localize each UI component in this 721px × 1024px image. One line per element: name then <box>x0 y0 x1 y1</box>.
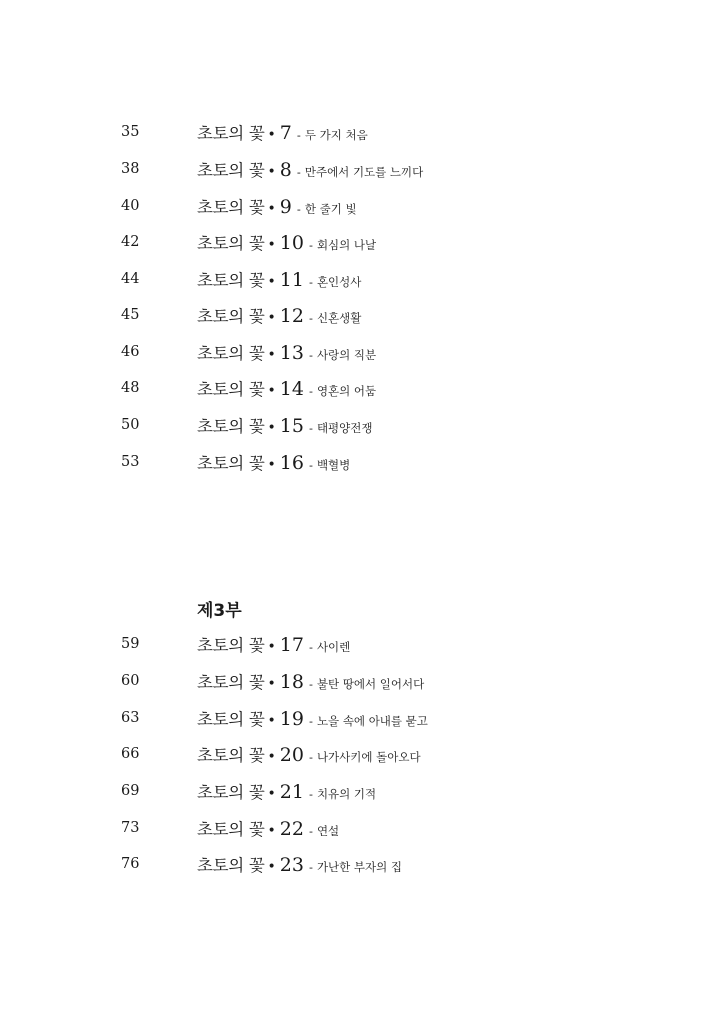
page-number: 42 <box>121 234 140 250</box>
chapter-title: 두 가지 처음 <box>304 128 368 142</box>
page-number: 53 <box>121 454 140 470</box>
toc-entry[interactable] <box>0 303 721 333</box>
chapter-number: 22 <box>279 818 304 840</box>
toc-entry[interactable] <box>0 450 721 480</box>
entry-heading <box>197 230 376 254</box>
page-number: 66 <box>121 746 140 762</box>
page-number: 45 <box>121 307 140 323</box>
chapter-title: 신혼생활 <box>316 311 362 325</box>
bullet: • <box>267 749 276 765</box>
page-number: 35 <box>121 124 140 140</box>
entry-heading <box>197 669 424 693</box>
separator: - <box>308 751 313 764</box>
series-title: 초토의 꽃 <box>197 161 265 180</box>
chapter-number: 11 <box>279 269 304 291</box>
series-title: 초토의 꽃 <box>197 636 265 655</box>
entry-heading <box>197 267 361 291</box>
chapter-number: 9 <box>279 196 292 218</box>
chapter-title: 영혼의 어둠 <box>316 384 377 398</box>
entry-heading <box>197 157 423 181</box>
separator: - <box>308 861 313 874</box>
page-number: 76 <box>121 856 140 872</box>
bullet: • <box>267 786 276 802</box>
series-title: 초토의 꽃 <box>197 820 265 839</box>
chapter-title: 사이렌 <box>316 640 351 654</box>
entry-heading <box>197 632 350 656</box>
entry-heading <box>197 413 373 437</box>
series-title: 초토의 꽃 <box>197 124 265 143</box>
chapter-number: 21 <box>279 781 304 803</box>
toc-entry[interactable] <box>0 632 721 662</box>
chapter-number: 19 <box>279 708 304 730</box>
page-number: 73 <box>121 820 140 836</box>
separator: - <box>308 788 313 801</box>
separator: - <box>308 422 313 435</box>
separator: - <box>308 715 313 728</box>
entry-heading <box>197 852 402 876</box>
separator: - <box>308 239 313 252</box>
separator: - <box>308 825 313 838</box>
bullet: • <box>267 237 276 253</box>
bullet: • <box>267 310 276 326</box>
page-number: 44 <box>121 271 140 287</box>
separator: - <box>308 459 313 472</box>
chapter-title: 노을 속에 아내를 묻고 <box>316 714 428 728</box>
page-number: 46 <box>121 344 140 360</box>
page-number: 50 <box>121 417 140 433</box>
separator: - <box>308 312 313 325</box>
series-title: 초토의 꽃 <box>197 380 265 399</box>
toc-entry[interactable] <box>0 267 721 297</box>
bullet: • <box>267 713 276 729</box>
entry-heading <box>197 450 350 474</box>
separator: - <box>308 276 313 289</box>
chapter-number: 10 <box>279 232 304 254</box>
separator: - <box>296 166 301 179</box>
separator: - <box>296 203 301 216</box>
page-number: 63 <box>121 710 140 726</box>
toc-entry[interactable] <box>0 413 721 443</box>
page-number: 69 <box>121 783 140 799</box>
toc-entry[interactable] <box>0 706 721 736</box>
series-title: 초토의 꽃 <box>197 856 265 875</box>
separator: - <box>308 349 313 362</box>
toc-entry[interactable] <box>0 779 721 809</box>
toc-entry[interactable] <box>0 340 721 370</box>
chapter-number: 7 <box>279 122 292 144</box>
series-title: 초토의 꽃 <box>197 234 265 253</box>
series-title: 초토의 꽃 <box>197 417 265 436</box>
series-title: 초토의 꽃 <box>197 307 265 326</box>
bullet: • <box>267 823 276 839</box>
bullet: • <box>267 420 276 436</box>
entry-heading <box>197 742 421 766</box>
bullet: • <box>267 457 276 473</box>
page-number: 38 <box>121 161 140 177</box>
toc-entry[interactable] <box>0 742 721 772</box>
bullet: • <box>267 676 276 692</box>
series-title: 초토의 꽃 <box>197 344 265 363</box>
bullet: • <box>267 347 276 363</box>
separator: - <box>308 641 313 654</box>
chapter-title: 가난한 부자의 집 <box>316 860 403 874</box>
series-title: 초토의 꽃 <box>197 271 265 290</box>
chapter-title: 태평양전쟁 <box>316 421 373 435</box>
toc-entry[interactable] <box>0 194 721 224</box>
bullet: • <box>267 127 276 143</box>
chapter-number: 15 <box>279 415 304 437</box>
chapter-number: 8 <box>279 159 292 181</box>
separator: - <box>308 385 313 398</box>
chapter-title: 사랑의 직분 <box>316 348 377 362</box>
series-title: 초토의 꽃 <box>197 673 265 692</box>
page-number: 59 <box>121 636 140 652</box>
toc-entry[interactable] <box>0 669 721 699</box>
chapter-number: 13 <box>279 342 304 364</box>
chapter-number: 20 <box>279 744 304 766</box>
separator: - <box>308 678 313 691</box>
series-title: 초토의 꽃 <box>197 746 265 765</box>
chapter-title: 한 줄기 빛 <box>304 202 357 216</box>
chapter-title: 만주에서 기도를 느끼다 <box>304 165 424 179</box>
chapter-title: 치유의 기적 <box>316 787 377 801</box>
entry-heading <box>197 340 376 364</box>
entry-heading <box>197 194 357 218</box>
chapter-title: 회심의 나날 <box>316 238 377 252</box>
series-title: 초토의 꽃 <box>197 710 265 729</box>
chapter-title: 나가사키에 돌아오다 <box>316 750 421 764</box>
series-title: 초토의 꽃 <box>197 454 265 473</box>
chapter-title: 불탄 땅에서 일어서다 <box>316 677 425 691</box>
chapter-title: 혼인성사 <box>316 275 362 289</box>
page-number: 48 <box>121 380 140 396</box>
toc-entry[interactable] <box>0 852 721 882</box>
toc-entry[interactable] <box>0 157 721 187</box>
chapter-number: 17 <box>279 634 304 656</box>
entry-heading <box>197 303 361 327</box>
chapter-number: 12 <box>279 305 304 327</box>
chapter-title: 백혈병 <box>316 458 351 472</box>
chapter-number: 16 <box>279 452 304 474</box>
entry-heading <box>197 120 368 144</box>
toc-entry[interactable] <box>0 230 721 260</box>
bullet: • <box>267 274 276 290</box>
series-title: 초토의 꽃 <box>197 198 265 217</box>
entry-heading <box>197 816 339 840</box>
page-number: 60 <box>121 673 140 689</box>
toc-entry[interactable] <box>0 816 721 846</box>
separator: - <box>296 129 301 142</box>
chapter-number: 23 <box>279 854 304 876</box>
series-title: 초토의 꽃 <box>197 783 265 802</box>
entry-heading <box>197 376 376 400</box>
chapter-title: 연설 <box>316 824 340 838</box>
chapter-number: 14 <box>279 378 304 400</box>
bullet: • <box>267 639 276 655</box>
entry-heading <box>197 779 376 803</box>
entry-heading <box>197 706 428 730</box>
part-heading: 제3부 <box>197 601 242 621</box>
page-number: 40 <box>121 198 140 214</box>
bullet: • <box>267 201 276 217</box>
toc-entry[interactable] <box>0 120 721 150</box>
toc-entry[interactable] <box>0 376 721 406</box>
bullet: • <box>267 859 276 875</box>
bullet: • <box>267 383 276 399</box>
chapter-number: 18 <box>279 671 304 693</box>
bullet: • <box>267 164 276 180</box>
